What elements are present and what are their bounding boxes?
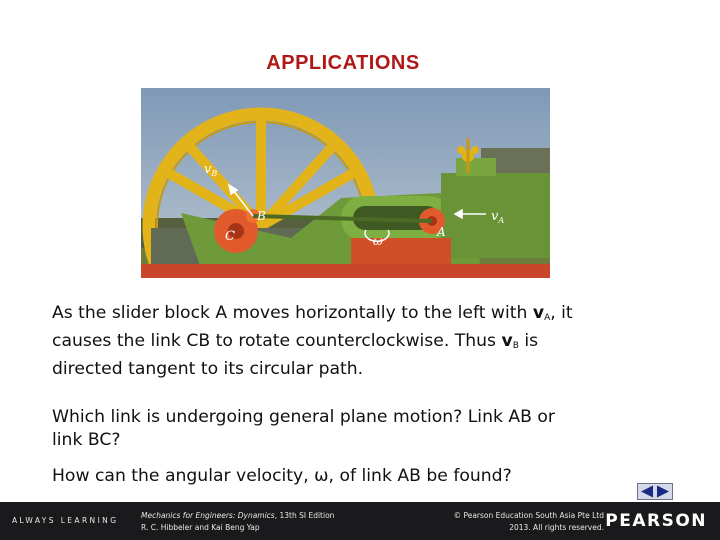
omega-label: ω <box>373 234 383 248</box>
slide-nav-buttons[interactable] <box>637 483 673 500</box>
paragraph-question-link <box>52 406 692 452</box>
slide-title: APPLICATIONS <box>266 52 420 74</box>
footer-bar <box>0 502 720 540</box>
triangle-left-icon[interactable] <box>641 486 653 498</box>
para1-line2: causes the link CB to rotate counterclockwise. Thus $v_B$ is <box>52 331 539 351</box>
para2-line2: link BC? <box>52 430 121 450</box>
point-c-label: C <box>225 229 235 244</box>
triangle-right-icon[interactable] <box>657 486 669 498</box>
footer-tagline: ALWAYS LEARNING <box>12 516 119 525</box>
vb-label: $v_B$ <box>204 162 218 178</box>
paragraph-question-omega: How can the angular velocity, ω, of link AB be found? <box>52 466 512 486</box>
footer-book-info: Mechanics for Engineers: Dynamics, 13th SI Edition R. C. Hibbeler and Kai Beng Yap <box>141 511 335 532</box>
nav-forward-button[interactable] <box>657 486 669 498</box>
point-b-label: B <box>257 209 266 223</box>
va-label: $v_A$ <box>491 209 505 225</box>
para1-line1: As the slider block A moves horizontally to the left with $v_A$, it <box>52 303 573 323</box>
para1-line3: directed tangent to its circular path. <box>52 359 364 379</box>
paragraph-slider-motion <box>52 302 692 381</box>
footer-copyright: © Pearson Education South Asia Pte Ltd 2013. All rights reserved. <box>453 511 604 532</box>
para2-line1: Which link is undergoing general plane motion? Link AB or <box>52 407 555 427</box>
nav-back-button[interactable] <box>641 486 653 498</box>
steam-engine-photo <box>141 88 550 278</box>
point-a-label: A <box>437 225 446 239</box>
pearson-logo: PEARSON <box>605 511 707 531</box>
